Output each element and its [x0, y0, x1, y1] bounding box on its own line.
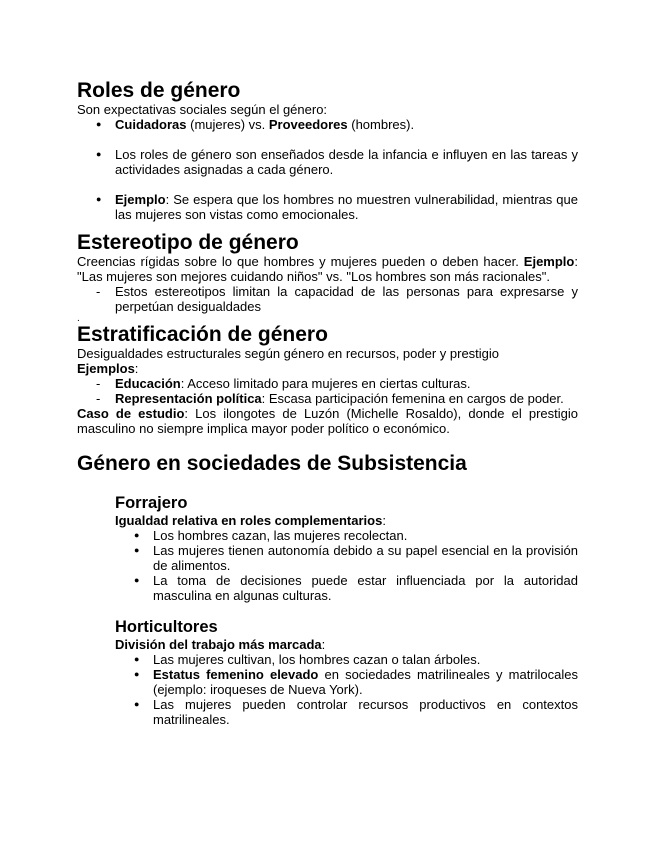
- term-igualdad: Igualdad relativa en roles complementarios: [115, 513, 383, 528]
- forrajero-section: [115, 493, 578, 603]
- list-item: ● Los roles de género son enseñados desde la infancia e influyen en las tareas y actividades asignadas a cada género.: [77, 147, 578, 177]
- text: (mujeres) vs.: [186, 117, 269, 132]
- text: (hombres).: [347, 117, 415, 132]
- text: Creencias rígidas sobre lo que hombres y mujeres pueden o deben hacer.: [77, 254, 524, 269]
- list-item: ● Las mujeres cultivan, los hombres cazan o talan árboles.: [115, 652, 578, 667]
- roles-list: [77, 117, 578, 222]
- text: : Los ilongotes de Luzón (Michelle Rosaldo), donde el prestigio masculino no siempre implica mayor poder político o económico.: [77, 406, 578, 436]
- list-item: ● La toma de decisiones puede estar influenciada por la autoridad masculina en algunas culturas.: [115, 573, 578, 603]
- estereotipo-list: [77, 284, 578, 314]
- text: : "Las mujeres son mejores cuidando niños" vs. "Los hombres son más racionales".: [77, 254, 578, 284]
- list-item: [77, 391, 578, 406]
- term-caso-de-estudio: Caso de estudio: [77, 406, 185, 421]
- horticultores-lead: [115, 637, 578, 652]
- list-item: [115, 667, 578, 697]
- forrajero-lead: [115, 513, 578, 528]
- term-proveedores: Proveedores: [268, 117, 348, 132]
- term-ejemplos: Ejemplos: [77, 361, 135, 376]
- estratificacion-list: [77, 376, 578, 406]
- term-educacion: Educación: [115, 376, 181, 391]
- text: : Se espera que los hombres no muestren vulnerabilidad, mientras que las mujeres son vistas como emocionales.: [115, 192, 578, 222]
- term-ejemplo: Ejemplo: [115, 192, 166, 207]
- text: en sociedades matrilineales y matrilocales (ejemplo: iroqueses de Nueva York).: [153, 667, 578, 697]
- estratificacion-intro: Desigualdades estructurales según género en recursos, poder y prestigio: [77, 346, 500, 361]
- document-page: [77, 80, 578, 727]
- forrajero-list: [115, 528, 578, 603]
- heading-horticultores: Horticultores: [115, 618, 218, 636]
- heading-forrajero: Forrajero: [115, 494, 188, 512]
- text: : Escasa participación femenina en cargos de poder.: [261, 391, 564, 406]
- heading-estratificacion: Estratificación de género: [77, 323, 328, 346]
- list-item: [77, 117, 578, 132]
- horticultores-list: [115, 652, 578, 727]
- term-division: División del trabajo más marcada: [115, 637, 322, 652]
- stray-dot: .: [77, 313, 80, 324]
- heading-estereotipo: Estereotipo de género: [77, 231, 299, 254]
- list-item: [77, 376, 578, 391]
- heading-subsistencia: Género en sociedades de Subsistencia: [77, 452, 467, 475]
- estereotipo-paragraph: [77, 254, 578, 284]
- term-cuidadoras: Cuidadoras: [115, 117, 187, 132]
- ejemplos-label: [77, 361, 578, 376]
- text: :: [321, 637, 326, 652]
- list-item: ● Las mujeres pueden controlar recursos productivos en contextos matrilineales.: [115, 697, 578, 727]
- horticultores-section: [115, 617, 578, 727]
- text: :: [382, 513, 386, 528]
- list-item: - Estos estereotipos limitan la capacidad de las personas para expresarse y perpetúan desigualdades: [77, 284, 578, 314]
- text: : Acceso limitado para mujeres en ciertas culturas.: [180, 376, 471, 391]
- list-item: ● Los hombres cazan, las mujeres recolectan.: [115, 528, 578, 543]
- text: :: [134, 361, 139, 376]
- term-ejemplo: Ejemplo: [523, 254, 575, 269]
- heading-roles-de-genero: Roles de género: [77, 79, 241, 102]
- list-item: ● Las mujeres tienen autonomía debido a su papel esencial en la provisión de alimentos.: [115, 543, 578, 573]
- term-estatus: Estatus femenino elevado: [153, 667, 319, 682]
- term-representacion: Representación política: [115, 391, 262, 406]
- list-item: [77, 192, 578, 222]
- roles-intro: Son expectativas sociales según el género:: [77, 102, 328, 117]
- caso-de-estudio: [77, 406, 578, 436]
